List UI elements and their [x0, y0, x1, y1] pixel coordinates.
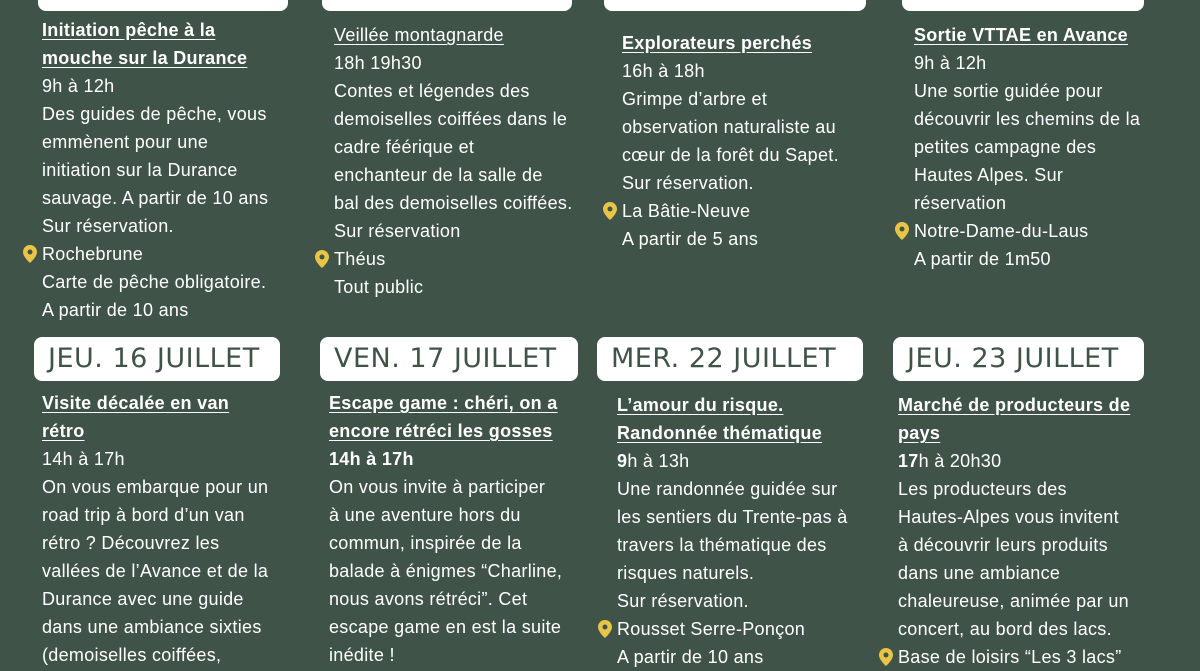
event-title: Visite décalée en van: [42, 393, 230, 413]
event-vttae: [914, 21, 1140, 273]
event-time-bold: 17: [898, 451, 919, 471]
event-title: Escape game : chéri, on a: [329, 393, 558, 413]
event-desc: risques naturels.: [617, 563, 755, 583]
date-pill-top-2: [322, 0, 572, 11]
event-location: [42, 240, 268, 268]
event-desc: dans une ambiance sixties: [42, 617, 262, 637]
event-desc: à une aventure hors du: [329, 505, 521, 525]
event-desc: rétro ? Découvrez les: [42, 533, 220, 553]
event-veillee: [334, 21, 573, 301]
event-peche: [42, 16, 268, 324]
event-note: A partir de 1m50: [914, 249, 1051, 269]
event-desc: Grimpe d’arbre et: [622, 89, 768, 109]
event-desc: initiation sur la Durance: [42, 160, 238, 180]
event-time: [617, 447, 848, 475]
event-time: [898, 447, 1130, 475]
event-desc: les sentiers du Trente-pas à: [617, 507, 848, 527]
date-pill-top-1: [38, 0, 288, 11]
event-van-retro: [42, 389, 268, 669]
event-location: [617, 615, 848, 643]
event-desc: cœur de la forêt du Sapet.: [622, 145, 839, 165]
event-location-text: Base de loisirs “Les 3 lacs”: [898, 647, 1122, 667]
event-desc: chaleureuse, animée par un: [898, 591, 1129, 611]
event-desc: On vous embarque pour un: [42, 477, 269, 497]
event-marche-producteurs: [898, 391, 1130, 671]
event-title: Marché de producteurs de: [898, 395, 1131, 415]
event-title: Sortie VTTAE en Avance: [914, 25, 1128, 45]
event-desc: vallées de l’Avance et de la: [42, 561, 269, 581]
date-pill-top-3: [604, 0, 866, 11]
event-desc: Sur réservation.: [617, 591, 749, 611]
event-time: 18h 19h30: [334, 53, 422, 73]
event-title: L’amour du risque.: [617, 395, 784, 415]
event-title: Explorateurs perchés: [622, 33, 813, 53]
event-title: rétro: [42, 421, 85, 441]
event-time: 14h à 17h: [329, 449, 414, 469]
event-location-text: Rousset Serre-Ponçon: [617, 619, 806, 639]
event-desc: Sur réservation: [334, 221, 461, 241]
event-desc: petites campagne des: [914, 137, 1097, 157]
event-desc: balade à énigmes “Charline,: [329, 561, 563, 581]
event-desc: bal des demoiselles coiffées.: [334, 193, 573, 213]
event-desc: concert, au bord des lacs.: [898, 619, 1112, 639]
event-desc: nous avons rétréci”. Cet: [329, 589, 528, 609]
event-title: Veillée montagnarde: [334, 25, 504, 45]
event-note: A partir de 5 ans: [622, 229, 759, 249]
event-desc: Une sortie guidée pour: [914, 81, 1103, 101]
event-amour-risque: [617, 391, 848, 671]
event-note: A partir de 10 ans: [42, 300, 189, 320]
event-desc: Contes et légendes des: [334, 81, 530, 101]
event-time: 9h à 12h: [42, 76, 115, 96]
event-desc: commun, inspirée de la: [329, 533, 522, 553]
event-desc: (demoiselles coiffées,: [42, 645, 222, 665]
event-desc: emmènent pour une: [42, 132, 209, 152]
event-time: 9h à 12h: [914, 53, 987, 73]
event-note: Carte de pêche obligatoire.: [42, 272, 267, 292]
date-pill-top-4: [902, 0, 1144, 11]
event-title: Randonnée thématique: [617, 423, 823, 443]
event-location: [914, 217, 1140, 245]
event-location: [622, 197, 839, 225]
event-desc: Sur réservation.: [42, 216, 174, 236]
event-desc: enchanteur de la salle de: [334, 165, 543, 185]
date-pill-jeu-16: JEU. 16 JUILLET: [34, 337, 280, 381]
event-desc: Hautes-Alpes vous invitent: [898, 507, 1119, 527]
event-title: mouche sur la Durance: [42, 48, 248, 68]
date-pill-ven-17: VEN. 17 JUILLET: [320, 337, 578, 381]
event-desc: travers la thématique des: [617, 535, 827, 555]
event-title: encore rétréci les gosses: [329, 421, 553, 441]
event-time: 16h à 18h: [622, 61, 705, 81]
event-escape-game: [329, 389, 562, 669]
event-explorateurs: [622, 29, 839, 253]
event-note: Tout public: [334, 277, 424, 297]
location-pin-icon: [603, 202, 617, 220]
location-pin-icon: [895, 222, 909, 240]
event-desc: découvrir les chemins de la: [914, 109, 1141, 129]
event-desc: cadre féérique et: [334, 137, 475, 157]
event-title: Initiation pêche à la: [42, 20, 216, 40]
event-desc: Des guides de pêche, vous: [42, 104, 267, 124]
event-desc: Durance avec une guide: [42, 589, 244, 609]
event-title: pays: [898, 423, 941, 443]
event-desc: On vous invite à participer: [329, 477, 546, 497]
event-desc: demoiselles coiffées dans le: [334, 109, 568, 129]
event-time: 14h à 17h: [42, 449, 125, 469]
event-location: [334, 245, 573, 273]
event-note: A partir de 10 ans: [617, 647, 764, 667]
location-pin-icon: [315, 250, 329, 268]
event-desc: dans une ambiance: [898, 563, 1061, 583]
event-location-text: Notre-Dame-du-Laus: [914, 221, 1089, 241]
event-desc: réservation: [914, 193, 1007, 213]
event-desc: sauvage. A partir de 10 ans: [42, 188, 269, 208]
event-location-text: Théus: [334, 249, 386, 269]
event-desc: à découvrir leurs produits: [898, 535, 1108, 555]
location-pin-icon: [23, 245, 37, 263]
event-time-bold: 9: [617, 451, 628, 471]
event-desc: Les producteurs des: [898, 479, 1067, 499]
event-desc: observation naturaliste au: [622, 117, 836, 137]
event-time-rest: h à 13h: [627, 451, 690, 471]
event-location: [898, 643, 1130, 671]
date-pill-jeu-23: JEU. 23 JUILLET: [893, 337, 1144, 381]
event-location-text: Rochebrune: [42, 244, 144, 264]
event-desc: Une randonnée guidée sur: [617, 479, 838, 499]
date-pill-mer-22: MER. 22 JUILLET: [597, 337, 863, 381]
event-desc: escape game en est la suite: [329, 617, 562, 637]
event-desc: inédite !: [329, 645, 395, 665]
location-pin-icon: [879, 648, 893, 666]
event-desc: Hautes Alpes. Sur: [914, 165, 1064, 185]
event-desc: Sur réservation.: [622, 173, 754, 193]
event-desc: road trip à bord d’un van: [42, 505, 245, 525]
event-time-rest: h à 20h30: [918, 451, 1002, 471]
location-pin-icon: [598, 620, 612, 638]
event-location-text: La Bâtie-Neuve: [622, 201, 751, 221]
